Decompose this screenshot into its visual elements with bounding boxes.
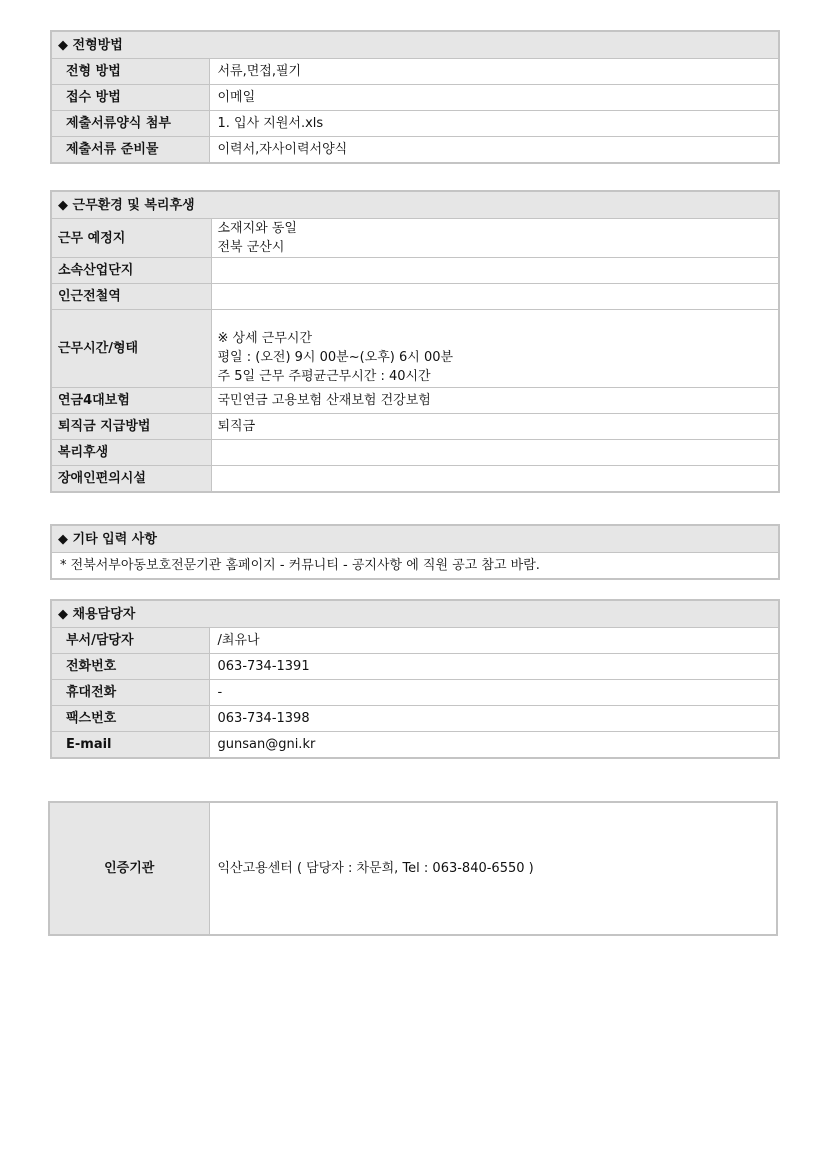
etc-notice-text: * 전북서부아동보호전문기관 홈페이지 - 커뮤니티 - 공지사항 에 직원 공고 참고 바람. xyxy=(51,553,779,579)
label-disability-facilities: 장애인편의시설 xyxy=(51,466,211,492)
label-attachment: 제출서류양식 첨부 xyxy=(51,111,209,137)
value-industrial-complex xyxy=(211,258,779,284)
label-email: E-mail xyxy=(51,732,209,758)
label-department: 부서/담당자 xyxy=(51,628,209,654)
value-phone: 063-734-1391 xyxy=(209,654,779,680)
label-required-documents: 제출서류 준비물 xyxy=(51,137,209,163)
label-mobile: 휴대전화 xyxy=(51,680,209,706)
label-work-location: 근무 예정지 xyxy=(51,219,211,258)
label-nearby-station: 인근전철역 xyxy=(51,284,211,310)
section-title-selection: ◆ 전형방법 xyxy=(51,31,779,59)
value-work-location xyxy=(211,219,779,258)
work-hours-line1: ※ 상세 근무시간 xyxy=(217,331,313,346)
value-required-documents: 이력서,자사이력서양식 xyxy=(209,137,779,163)
selection-method-table xyxy=(50,30,780,164)
label-insurance: 연금4대보험 xyxy=(51,388,211,414)
value-attachment[interactable]: 1. 입사 지원서.xls xyxy=(209,111,779,137)
work-environment-table xyxy=(50,190,780,493)
label-fax: 팩스번호 xyxy=(51,706,209,732)
value-fax: 063-734-1398 xyxy=(209,706,779,732)
section-title-etc: ◆ 기타 입력 사항 xyxy=(51,525,779,553)
etc-table xyxy=(50,524,780,580)
value-work-hours xyxy=(211,310,779,388)
value-application-method: 이메일 xyxy=(209,85,779,111)
value-insurance: 국민연금 고용보험 산재보험 건강보험 xyxy=(211,388,779,414)
label-selection-method: 전형 방법 xyxy=(51,59,209,85)
section-title-work: ◆ 근무환경 및 복리후생 xyxy=(51,191,779,219)
work-hours-line3: 주 5일 근무 주평균근무시간 : 40시간 xyxy=(217,369,431,384)
value-selection-method: 서류,면접,필기 xyxy=(209,59,779,85)
value-welfare xyxy=(211,440,779,466)
label-certification-agency: 인증기관 xyxy=(49,802,209,935)
label-work-hours: 근무시간/형태 xyxy=(51,310,211,388)
value-certification-agency: 익산고용센터 ( 담당자 : 차문희, Tel : 063-840-6550 ) xyxy=(209,802,777,935)
label-phone: 전화번호 xyxy=(51,654,209,680)
work-hours-line2: 평일 : (오전) 9시 00분~(오후) 6시 00분 xyxy=(217,350,454,365)
value-nearby-station xyxy=(211,284,779,310)
value-email[interactable]: gunsan@gni.kr xyxy=(209,732,779,758)
value-mobile: - xyxy=(209,680,779,706)
section-title-contact: ◆ 채용담당자 xyxy=(51,600,779,628)
label-severance: 퇴직금 지급방법 xyxy=(51,414,211,440)
label-welfare: 복리후생 xyxy=(51,440,211,466)
label-application-method: 접수 방법 xyxy=(51,85,209,111)
value-department: /최유나 xyxy=(209,628,779,654)
recruiter-table xyxy=(50,599,780,759)
label-industrial-complex: 소속산업단지 xyxy=(51,258,211,284)
value-disability-facilities xyxy=(211,466,779,492)
work-location-line2: 전북 군산시 xyxy=(217,240,285,255)
certification-table xyxy=(48,801,778,936)
value-severance: 퇴직금 xyxy=(211,414,779,440)
work-location-line1: 소재지와 동일 xyxy=(217,221,297,236)
